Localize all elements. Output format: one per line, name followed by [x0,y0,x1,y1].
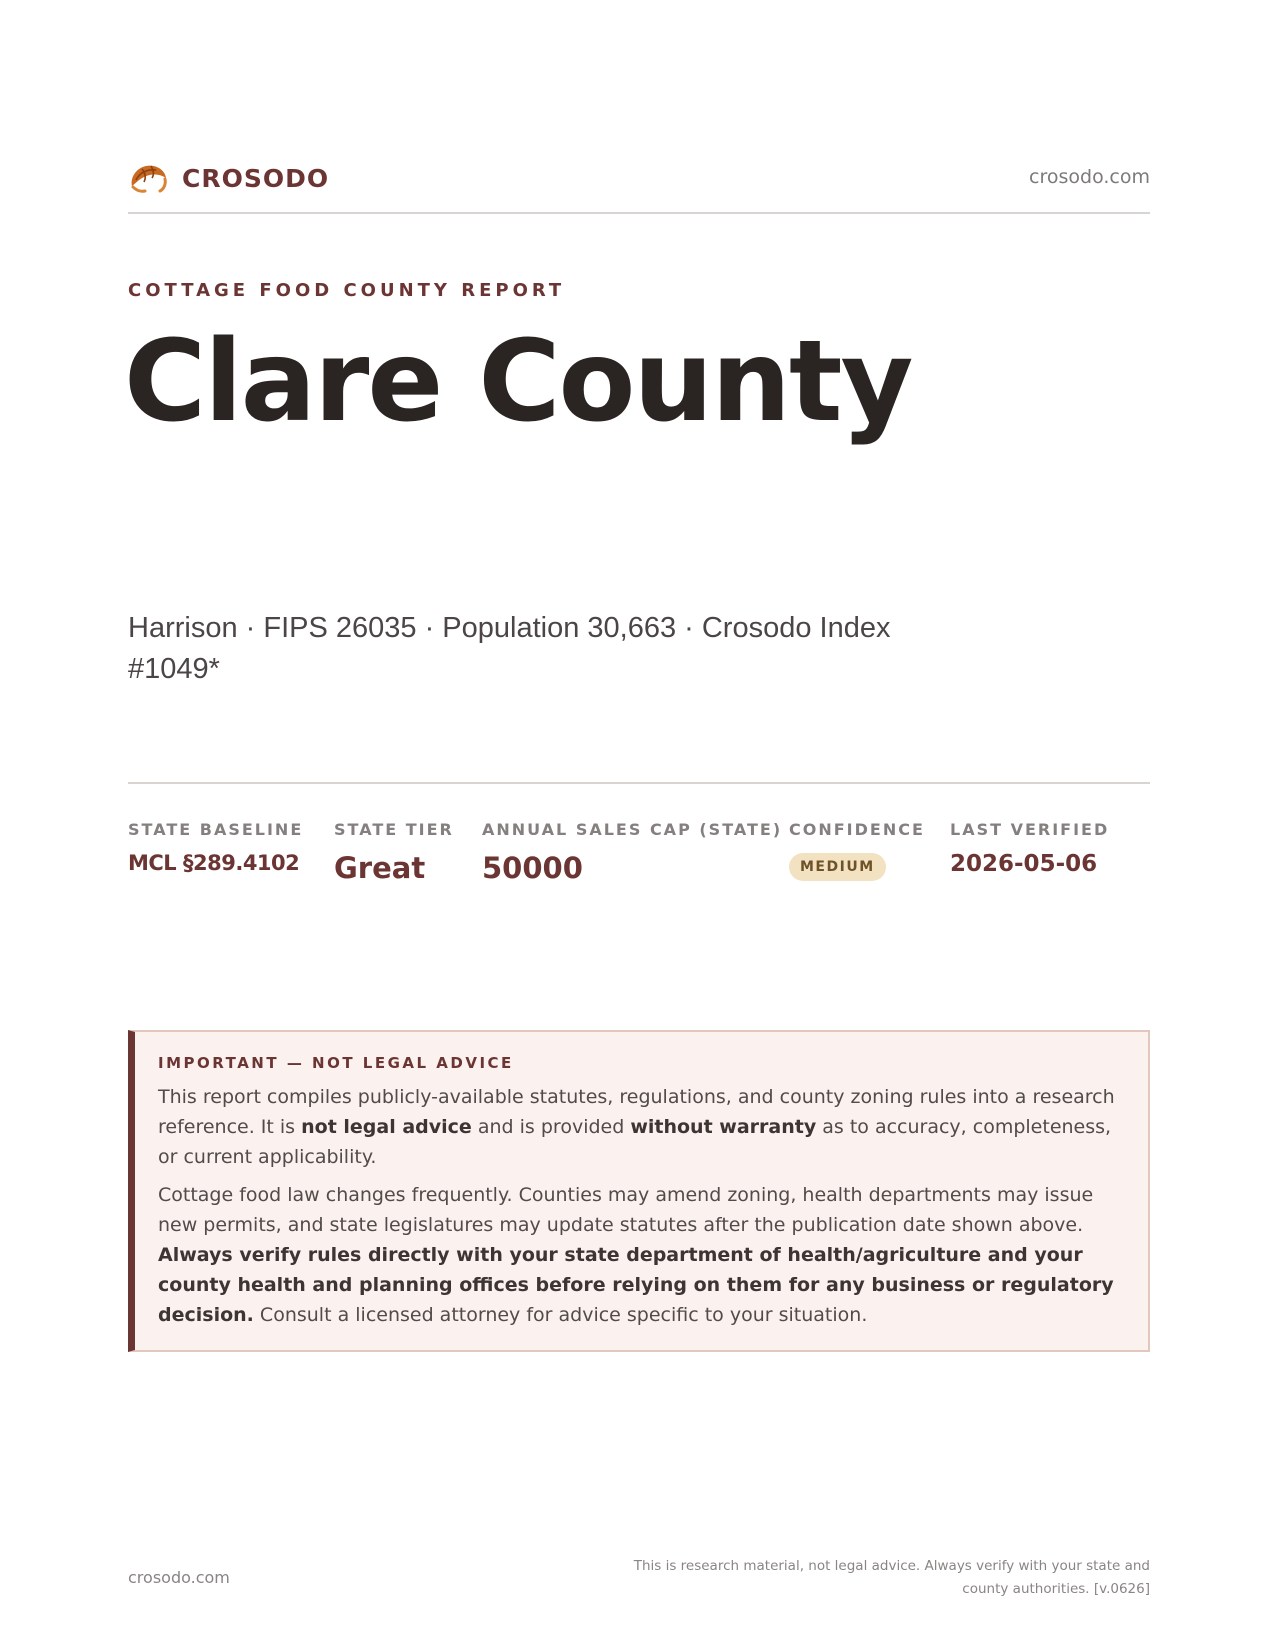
footer-site-link[interactable]: crosodo.com [128,1568,230,1587]
notice-text: Consult a licensed attorney for advice specific to your situation. [253,1304,868,1326]
stat-label: ANNUAL SALES CAP (STATE) [482,820,783,839]
legal-notice [128,1030,1150,1352]
stat-label: CONFIDENCE [789,820,925,839]
croissant-icon [128,160,168,196]
notice-text: This report compiles publicly-available statutes, regulations, and county zoning rules into a research reference. It is [158,1086,1115,1138]
stat-state-tier [334,820,454,885]
stat-value: 50000 [482,851,583,885]
site-link[interactable]: crosodo.com [1029,166,1150,188]
stat-confidence [789,820,925,881]
footer-disclaimer: This is research material, not legal advice. Always verify with your state and county authorities. [v.0626] [633,1558,1150,1597]
confidence-badge: MEDIUM [789,853,886,881]
county-meta: Harrison · FIPS 26035 · Population 30,663 · Crosodo Index #1049* [128,612,891,685]
brand[interactable] [128,160,329,196]
page-header [128,150,1150,214]
county-title: Clare County [124,317,912,447]
report-eyebrow: COTTAGE FOOD COUNTY REPORT [128,280,566,301]
stat-value: 2026-05-06 [950,851,1098,877]
notice-heading: IMPORTANT — NOT LEGAL ADVICE [158,1054,514,1072]
stat-label: STATE BASELINE [128,820,304,839]
stat-annual-sales-cap [482,820,782,885]
notice-emphasis: without warranty [630,1116,817,1138]
brand-name: CROSODO [182,163,330,193]
stat-last-verified [950,820,1109,877]
notice-emphasis: Always verify rules directly with your state department of health/agriculture and your county health and planning offices before relying on them for any business or regulatory decision. [158,1244,1114,1326]
stat-label: LAST VERIFIED [950,820,1110,839]
notice-text: Cottage food law changes frequently. Counties may amend zoning, health departments may issue new permits, and state legislatures may update statutes after the publication date shown above. [158,1184,1094,1236]
notice-paragraph-2 [158,1180,1124,1330]
notice-text: as to accuracy, completeness, or current applicability. [158,1116,1112,1168]
notice-text: and is provided [471,1116,631,1138]
section-divider [128,782,1150,784]
stat-value: MCL §289.4102 [128,851,300,875]
stat-label: STATE TIER [334,820,454,839]
notice-paragraph-1 [158,1082,1124,1172]
stat-state-baseline [128,820,303,875]
stat-value: Great [334,851,426,885]
notice-emphasis: not legal advice [301,1116,472,1138]
